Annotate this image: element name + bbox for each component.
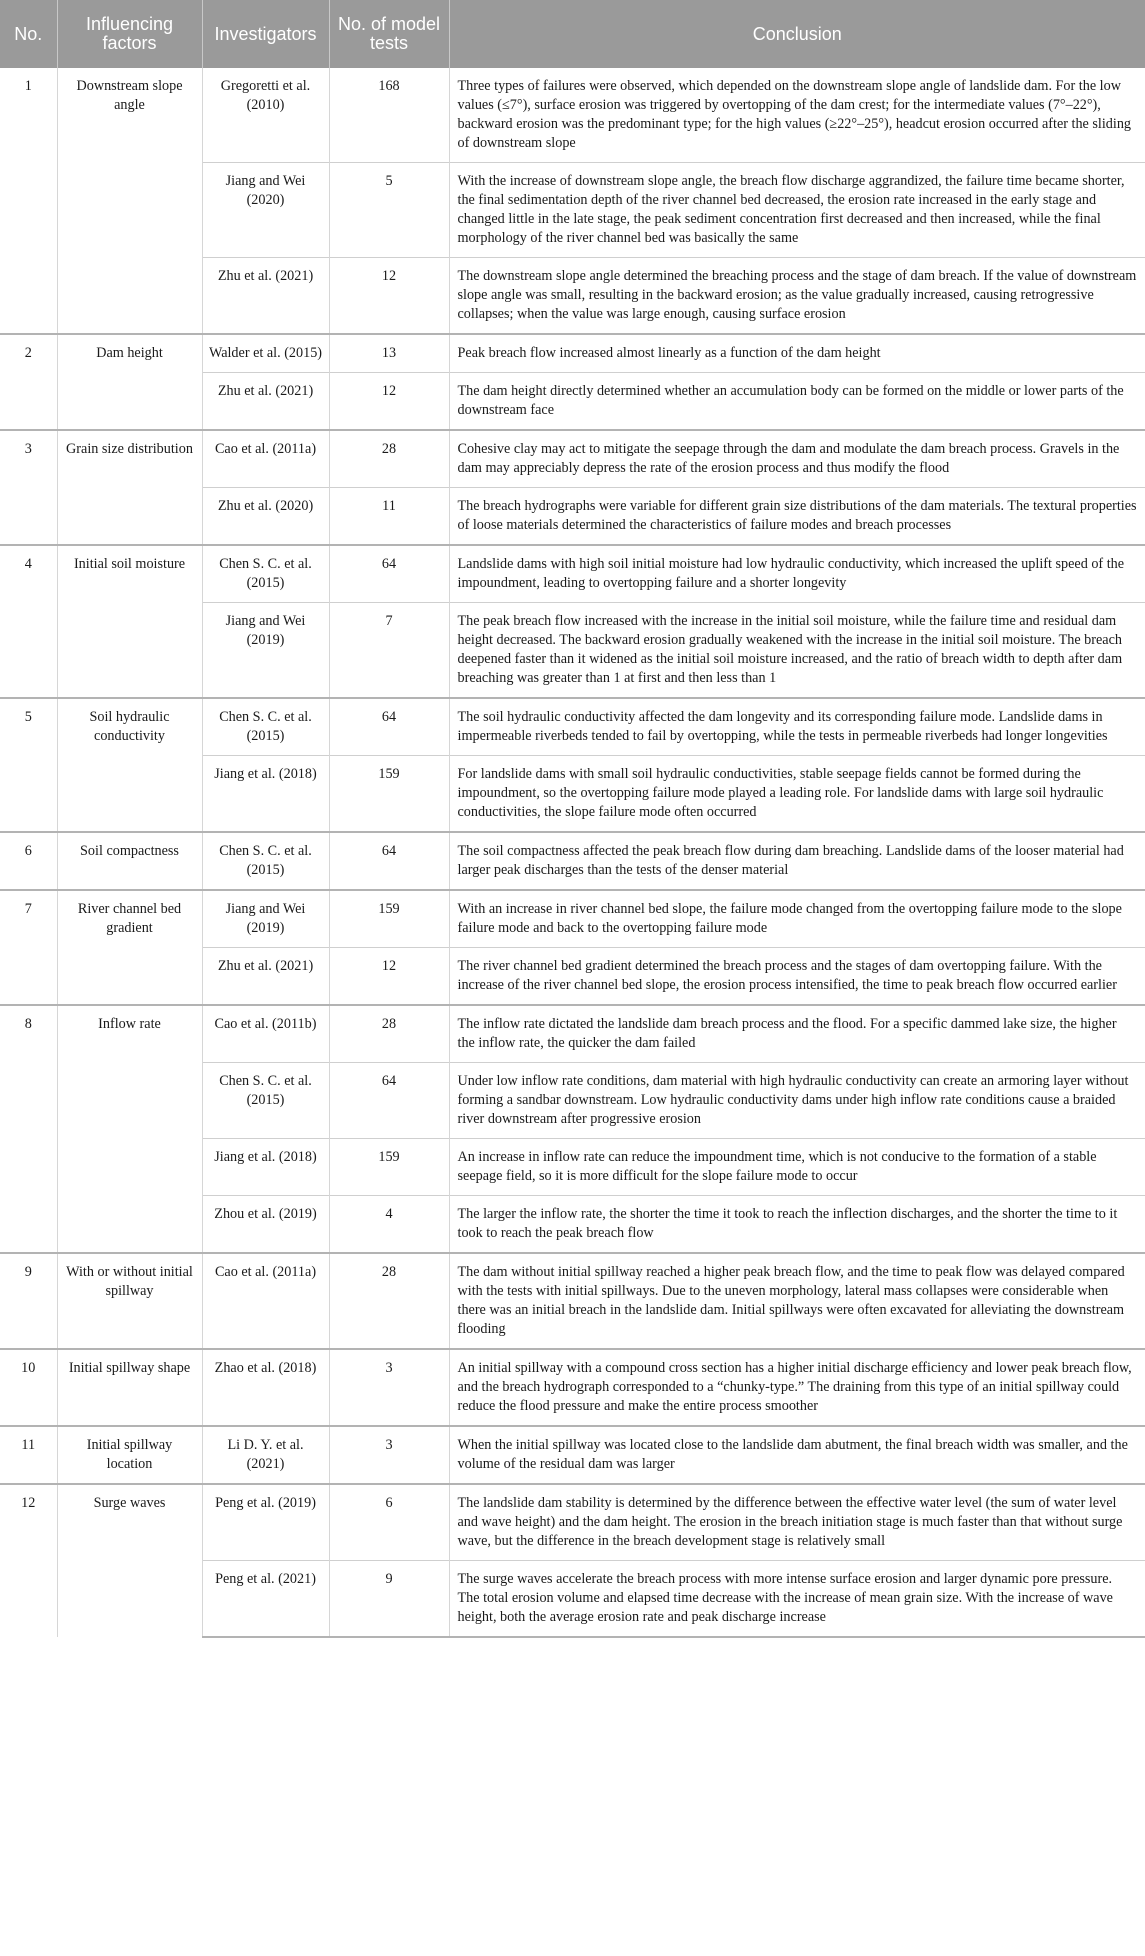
cell-factor: Initial soil moisture: [57, 545, 202, 698]
cell-test-count: 12: [329, 373, 449, 431]
cell-investigators: Gregoretti et al. (2010): [202, 68, 329, 163]
cell-investigators: Zhu et al. (2021): [202, 373, 329, 431]
header-row: [0, 0, 1145, 68]
table-row: [0, 334, 1145, 373]
cell-factor: Dam height: [57, 334, 202, 430]
cell-test-count: 168: [329, 68, 449, 163]
cell-investigators: Zhu et al. (2021): [202, 948, 329, 1006]
cell-test-count: 6: [329, 1484, 449, 1561]
cell-investigators: Jiang and Wei (2019): [202, 603, 329, 699]
cell-test-count: 9: [329, 1561, 449, 1638]
cell-conclusion: When the initial spillway was located close to the landslide dam abutment, the final breach width was smaller, and the volume of the residual dam was larger: [449, 1426, 1145, 1484]
cell-factor: River channel bed gradient: [57, 890, 202, 1005]
cell-number: 9: [0, 1253, 57, 1349]
table-row: [0, 1484, 1145, 1561]
cell-investigators: Cao et al. (2011b): [202, 1005, 329, 1063]
header-investigators: Investigators: [202, 0, 329, 68]
cell-conclusion: Peak breach flow increased almost linearly as a function of the dam height: [449, 334, 1145, 373]
cell-factor: Soil hydraulic conductivity: [57, 698, 202, 832]
cell-number: 3: [0, 430, 57, 545]
cell-number: 2: [0, 334, 57, 430]
cell-test-count: 28: [329, 1005, 449, 1063]
cell-number: 5: [0, 698, 57, 832]
header-tests: No. of model tests: [329, 0, 449, 68]
cell-conclusion: Cohesive clay may act to mitigate the seepage through the dam and modulate the dam breach process. Gravels in the dam may appreciably depress the rate of the erosion process and thus modify the flood: [449, 430, 1145, 488]
cell-investigators: Jiang and Wei (2020): [202, 163, 329, 258]
cell-conclusion: An initial spillway with a compound cross section has a higher initial discharge efficiency and lower peak breach flow, and the breach hydrograph corresponded to a “chunky-type.” The draining from this type of an initial spillway could reduce the flood pressure and make the entire process smoother: [449, 1349, 1145, 1426]
cell-test-count: 4: [329, 1196, 449, 1254]
cell-test-count: 64: [329, 1063, 449, 1139]
cell-test-count: 159: [329, 756, 449, 833]
table-row: [0, 1005, 1145, 1063]
cell-investigators: Peng et al. (2019): [202, 1484, 329, 1561]
table-row: [0, 68, 1145, 163]
header-factor: Influencing factors: [57, 0, 202, 68]
cell-investigators: Zhu et al. (2020): [202, 488, 329, 546]
table-row: [0, 545, 1145, 603]
cell-conclusion: Landslide dams with high soil initial moisture had low hydraulic conductivity, which increased the uplift speed of the impoundment, leading to overtopping failure and a shorter longevity: [449, 545, 1145, 603]
table-row: [0, 698, 1145, 756]
table-row: [0, 1253, 1145, 1349]
cell-number: 12: [0, 1484, 57, 1637]
cell-factor: Surge waves: [57, 1484, 202, 1637]
cell-conclusion: The soil compactness affected the peak breach flow during dam breaching. Landslide dams of the looser material had larger peak discharges than the tests of the denser material: [449, 832, 1145, 890]
cell-investigators: Zhao et al. (2018): [202, 1349, 329, 1426]
cell-conclusion: Three types of failures were observed, which depended on the downstream slope angle of landslide dam. For the low values (≤7°), surface erosion was triggered by overtopping of the dam crest; for the intermediate values (7°–22°), backward erosion was the predominant type; for the high values (≥22°–25°), headcut erosion occurred after the sliding of downstream slope: [457, 78, 1132, 151]
cell-conclusion: The dam height directly determined whether an accumulation body can be formed on the middle or lower parts of the downstream face: [449, 373, 1145, 431]
cell-test-count: 28: [329, 1253, 449, 1349]
cell-factor: Initial spillway location: [57, 1426, 202, 1484]
table-row: [0, 1349, 1145, 1426]
cell-investigators: Chen S. C. et al. (2015): [202, 698, 329, 756]
cell-test-count: 3: [329, 1349, 449, 1426]
cell-number: 8: [0, 1005, 57, 1253]
cell-investigators: Li D. Y. et al. (2021): [202, 1426, 329, 1484]
cell-investigators: Chen S. C. et al. (2015): [202, 545, 329, 603]
cell-conclusion: The larger the inflow rate, the shorter the time it took to reach the inflection discharges, and the shorter the time to it took to reach the peak breach flow: [449, 1196, 1145, 1254]
cell-test-count: 64: [329, 545, 449, 603]
cell-investigators: Zhu et al. (2021): [202, 258, 329, 335]
cell-investigators: Chen S. C. et al. (2015): [202, 832, 329, 890]
cell-test-count: 159: [329, 1139, 449, 1196]
cell-test-count: 159: [329, 890, 449, 948]
cell-test-count: 64: [329, 832, 449, 890]
table-row: [0, 832, 1145, 890]
cell-conclusion: The inflow rate dictated the landslide dam breach process and the flood. For a specific dammed lake size, the higher the inflow rate, the quicker the dam failed: [449, 1005, 1145, 1063]
cell-conclusion: For landslide dams with small soil hydraulic conductivities, stable seepage fields cannot be formed during the impoundment, so the overtopping failure mode played a leading role. For landslide dams with large soil hydraulic conductivities, the slope failure mode often occurred: [449, 756, 1145, 833]
cell-number: 7: [0, 890, 57, 1005]
cell-investigators: Jiang et al. (2018): [202, 756, 329, 833]
cell-conclusion: The peak breach flow increased with the increase in the initial soil moisture, while the failure time and residual dam height decreased. The backward erosion gradually weakened with the increase in the initial soil moisture. The breach deepened faster than it widened as the initial soil moisture increased, and the ratio of breach width to depth after dam breaching was greater than 1 at first and then less than 1: [449, 603, 1145, 699]
cell-investigators: Zhou et al. (2019): [202, 1196, 329, 1254]
cell-investigators: Jiang and Wei (2019): [202, 890, 329, 948]
cell-investigators: Peng et al. (2021): [202, 1561, 329, 1638]
cell-investigators: Cao et al. (2011a): [202, 430, 329, 488]
cell-conclusion: With an increase in river channel bed slope, the failure mode changed from the overtopping failure mode to the slope failure mode and back to the overtopping failure mode: [449, 890, 1145, 948]
cell-factor: Downstream slope angle: [57, 68, 202, 334]
cell-factor: Inflow rate: [57, 1005, 202, 1253]
cell-investigators: Cao et al. (2011a): [202, 1253, 329, 1349]
cell-number: 4: [0, 545, 57, 698]
cell-investigators: Walder et al. (2015): [202, 334, 329, 373]
table-row: [0, 1426, 1145, 1484]
cell-conclusion: Under low inflow rate conditions, dam material with high hydraulic conductivity can create an armoring layer without forming a sandbar downstream. Low hydraulic conductivity dams under high inflow rate conditions cause a braided river downstream after progressive erosion: [449, 1063, 1145, 1139]
cell-test-count: 13: [329, 334, 449, 373]
cell-test-count: 12: [329, 258, 449, 335]
cell-test-count: 28: [329, 430, 449, 488]
cell-factor: With or without initial spillway: [57, 1253, 202, 1349]
cell-factor: Grain size distribution: [57, 430, 202, 545]
cell-test-count: 7: [329, 603, 449, 699]
cell-conclusion: The river channel bed gradient determined the breach process and the stages of dam overtopping failure. With the increase of the river channel bed slope, the erosion process intensified, the time to peak breach flow occurred earlier: [449, 948, 1145, 1006]
cell-test-count: 5: [329, 163, 449, 258]
cell-investigators: Jiang et al. (2018): [202, 1139, 329, 1196]
cell-conclusion: The downstream slope angle determined the breaching process and the stage of dam breach. If the value of downstream slope angle was small, resulting in the backward erosion; as the value gradually increased, causing retrogressive collapses; when the value was large enough, causing surface erosion: [449, 258, 1145, 335]
cell-test-count: 64: [329, 698, 449, 756]
cell-number: 1: [0, 68, 57, 334]
cell-number: 10: [0, 1349, 57, 1426]
cell-test-count: 11: [329, 488, 449, 546]
table-row: [0, 430, 1145, 488]
cell-test-count: 3: [329, 1426, 449, 1484]
cell-number: 11: [0, 1426, 57, 1484]
cell-factor: Initial spillway shape: [57, 1349, 202, 1426]
header-conclusion: Conclusion: [449, 0, 1145, 68]
cell-conclusion: The surge waves accelerate the breach process with more intense surface erosion and larger dynamic pore pressure. The total erosion volume and elapsed time decrease with the increase of mean grain size. With the increase of wave height, both the average erosion rate and peak discharge increase: [449, 1561, 1145, 1638]
cell-conclusion: The landslide dam stability is determined by the difference between the effective water level (the sum of water level and wave height) and the dam height. The erosion in the breach initiation stage is much faster than that without surge wave, but the difference in the breach development stage is relatively small: [449, 1484, 1145, 1561]
cell-factor: Soil compactness: [57, 832, 202, 890]
cell-conclusion: The dam without initial spillway reached a higher peak breach flow, and the time to peak flow was delayed compared with the tests with initial spillways. Due to the uneven morphology, lateral mass collapses were considerable when there was an initial breach in the landslide dam. Initial spillways were often excavated for alleviating the downstream flooding: [449, 1253, 1145, 1349]
cell-investigators: Chen S. C. et al. (2015): [202, 1063, 329, 1139]
cell-test-count: 12: [329, 948, 449, 1006]
cell-conclusion: With the increase of downstream slope angle, the breach flow discharge aggrandized, the failure time became shorter, the final sedimentation depth of the river channel bed decreased, the erosion rate increased in the early stage and changed little in the late stage, the peak sediment concentration first decreased and then increased, while the final morphology of the river channel bed was basically the same: [449, 163, 1145, 258]
cell-number: 6: [0, 832, 57, 890]
table-row: [0, 890, 1145, 948]
header-no: No.: [0, 0, 57, 68]
cell-conclusion: The soil hydraulic conductivity affected the dam longevity and its corresponding failure mode. Landslide dams in impermeable riverbeds tended to fail by overtopping, while the tests in permeable riverbeds had longer longevities: [449, 698, 1145, 756]
cell-conclusion: An increase in inflow rate can reduce the impoundment time, which is not conducive to the formation of a stable seepage field, so it is more difficult for the slope failure mode to occur: [449, 1139, 1145, 1196]
table-body: [0, 68, 1145, 1637]
cell-conclusion: The breach hydrographs were variable for different grain size distributions of the dam materials. The textural properties of loose materials determined the characteristics of failure modes and breach processes: [449, 488, 1145, 546]
